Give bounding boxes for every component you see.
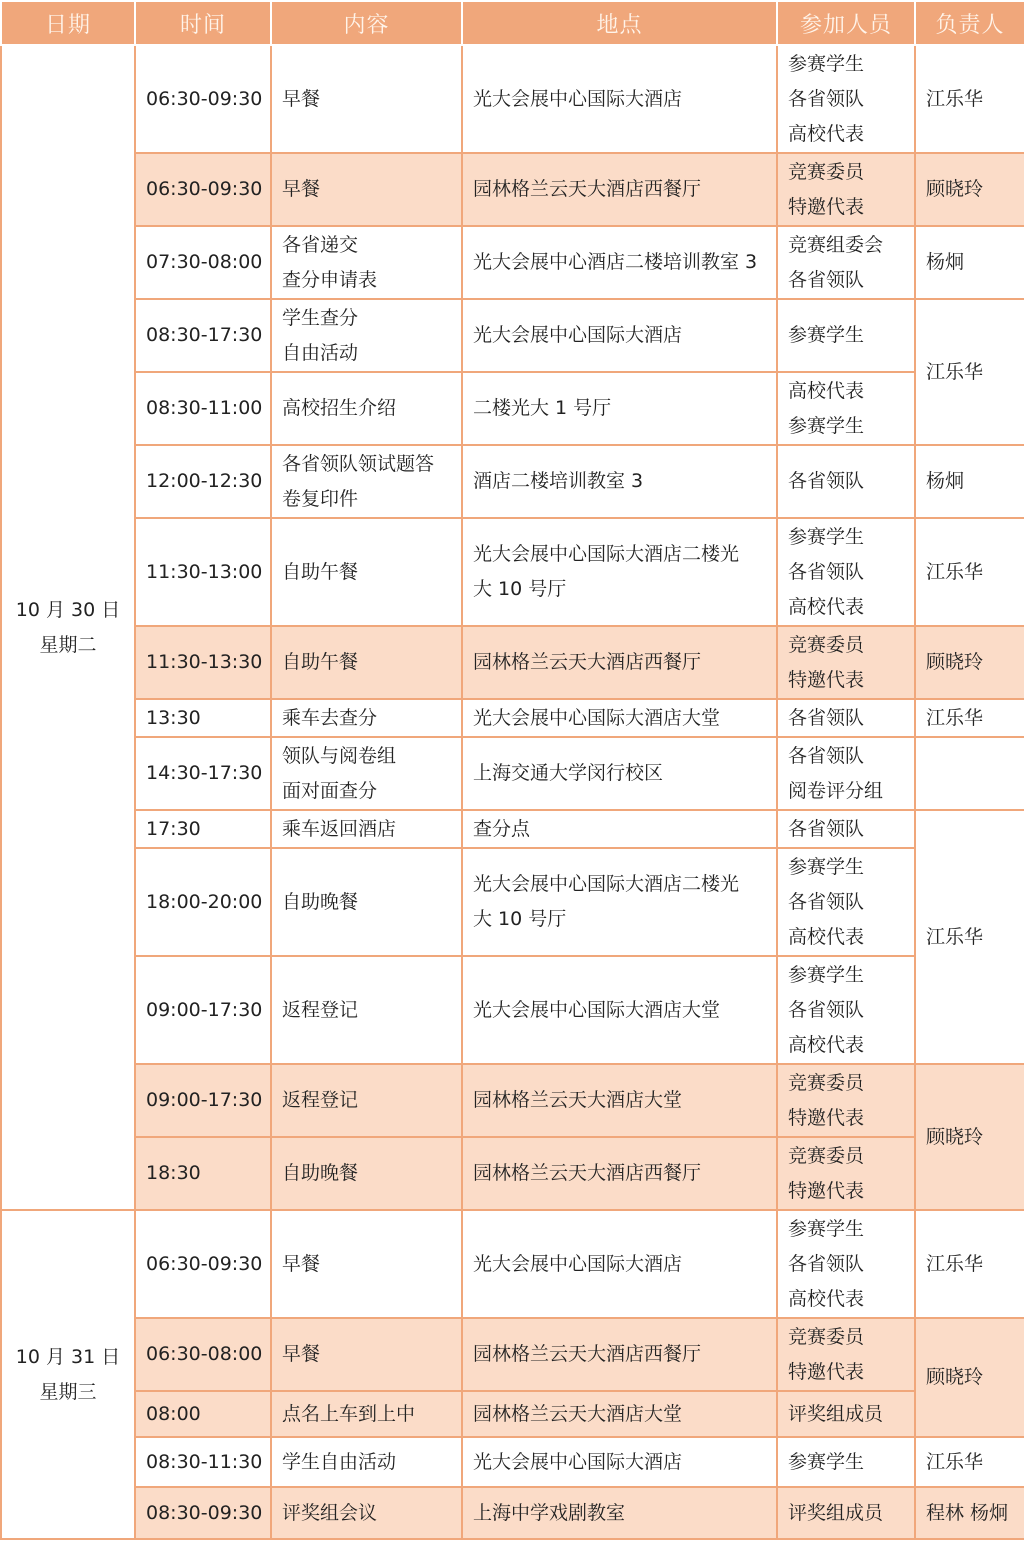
people-cell <box>777 956 915 1064</box>
header-owner: 负责人 <box>915 1 1024 45</box>
content-cell <box>271 810 462 848</box>
people-cell <box>777 1487 915 1539</box>
people-cell <box>777 737 915 810</box>
place-line: 大 10 号厅 <box>473 908 567 930</box>
place-cell <box>462 445 777 518</box>
people-cell <box>777 1137 915 1210</box>
place-cell <box>462 518 777 626</box>
place-line: 光大会展中心国际大酒店 <box>473 1252 683 1275</box>
people-cell <box>777 810 915 848</box>
header-content: 内容 <box>271 1 462 45</box>
people-line: 竞赛组委会 <box>788 233 884 256</box>
time-cell: 06:30-08:00 <box>135 1318 271 1391</box>
place-cell <box>462 1487 777 1539</box>
content-line: 早餐 <box>282 1343 321 1365</box>
place-line: 二楼光大 1 号厅 <box>473 397 612 419</box>
time-cell: 18:00-20:00 <box>135 848 271 956</box>
schedule-body <box>1 45 1024 1539</box>
table-row <box>1 1137 1024 1210</box>
place-cell <box>462 1437 777 1487</box>
date-line2: 星期三 <box>39 1380 97 1403</box>
date-cell <box>1 45 135 1210</box>
people-line: 特邀代表 <box>788 1106 865 1129</box>
people-line: 特邀代表 <box>788 668 865 691</box>
content-line: 早餐 <box>282 178 321 200</box>
people-line: 参赛学生 <box>788 1217 865 1240</box>
people-line: 参赛学生 <box>788 855 865 878</box>
content-line: 领队与阅卷组 <box>282 744 397 767</box>
time-cell: 13:30 <box>135 699 271 737</box>
time-cell: 06:30-09:30 <box>135 45 271 153</box>
table-row <box>1 45 1024 153</box>
owner-cell <box>915 737 1024 810</box>
people-cell <box>777 299 915 372</box>
people-line: 特邀代表 <box>788 1179 865 1202</box>
place-line: 园林格兰云天大酒店西餐厅 <box>473 178 702 200</box>
people-line: 各省领队 <box>788 87 865 110</box>
people-cell <box>777 1210 915 1318</box>
owner-cell: 程林 杨炯 <box>915 1487 1024 1539</box>
place-line: 酒店二楼培训教室 3 <box>473 470 644 492</box>
people-line: 评奖组成员 <box>788 1501 884 1524</box>
content-line: 学生自由活动 <box>282 1450 397 1473</box>
people-cell <box>777 153 915 226</box>
table-row <box>1 956 1024 1064</box>
people-line: 各省领队 <box>788 817 865 840</box>
time-cell: 11:30-13:30 <box>135 626 271 699</box>
owner-cell: 江乐华 <box>915 518 1024 626</box>
people-line: 高校代表 <box>788 122 865 145</box>
table-row <box>1 1437 1024 1487</box>
table-row <box>1 810 1024 848</box>
place-line: 查分点 <box>473 817 531 840</box>
place-cell <box>462 299 777 372</box>
table-row <box>1 848 1024 956</box>
content-line: 学生查分 <box>282 306 359 329</box>
content-cell <box>271 737 462 810</box>
header-row <box>1 1 1024 45</box>
table-row <box>1 372 1024 445</box>
people-line: 竞赛委员 <box>788 160 865 183</box>
place-line: 光大会展中心国际大酒店二楼光 <box>473 543 740 565</box>
people-line: 特邀代表 <box>788 1360 865 1383</box>
people-cell <box>777 372 915 445</box>
people-cell <box>777 1391 915 1437</box>
content-line: 早餐 <box>282 1252 321 1275</box>
time-cell: 09:00-17:30 <box>135 956 271 1064</box>
time-cell: 08:00 <box>135 1391 271 1437</box>
place-line: 光大会展中心国际大酒店 <box>473 1450 683 1473</box>
people-line: 评奖组成员 <box>788 1402 884 1425</box>
people-line: 各省领队 <box>788 1252 865 1275</box>
people-cell <box>777 1318 915 1391</box>
content-cell <box>271 518 462 626</box>
place-line: 上海中学戏剧教室 <box>473 1501 626 1524</box>
owner-cell: 江乐华 <box>915 1210 1024 1318</box>
people-cell <box>777 699 915 737</box>
content-line: 返程登记 <box>282 998 359 1021</box>
table-row <box>1 737 1024 810</box>
content-line: 评奖组会议 <box>282 1501 378 1524</box>
content-cell <box>271 445 462 518</box>
content-line: 卷复印件 <box>282 487 359 510</box>
place-cell <box>462 1064 777 1137</box>
place-line: 园林格兰云天大酒店大堂 <box>473 1402 683 1425</box>
header-date: 日期 <box>1 1 135 45</box>
time-cell: 07:30-08:00 <box>135 226 271 299</box>
people-cell <box>777 226 915 299</box>
place-cell <box>462 848 777 956</box>
people-cell <box>777 848 915 956</box>
place-cell <box>462 737 777 810</box>
owner-cell: 顾晓玲 <box>915 1318 1024 1437</box>
people-line: 高校代表 <box>788 379 865 402</box>
time-cell: 11:30-13:00 <box>135 518 271 626</box>
people-cell <box>777 1437 915 1487</box>
content-cell <box>271 299 462 372</box>
owner-cell: 江乐华 <box>915 699 1024 737</box>
content-line: 自助午餐 <box>282 651 359 673</box>
time-cell: 08:30-11:00 <box>135 372 271 445</box>
table-row <box>1 445 1024 518</box>
people-line: 各省领队 <box>788 560 865 583</box>
people-line: 阅卷评分组 <box>788 779 884 802</box>
table-row <box>1 1210 1024 1318</box>
content-line: 乘车返回酒店 <box>282 817 397 840</box>
people-line: 竞赛委员 <box>788 1325 865 1348</box>
owner-cell: 杨炯 <box>915 226 1024 299</box>
content-line: 各省递交 <box>282 233 359 256</box>
people-cell <box>777 1064 915 1137</box>
people-line: 各省领队 <box>788 890 865 913</box>
content-line: 自助午餐 <box>282 560 359 583</box>
content-line: 各省领队领试题答 <box>282 452 435 475</box>
place-line: 园林格兰云天大酒店西餐厅 <box>473 651 702 673</box>
content-cell <box>271 372 462 445</box>
place-line: 园林格兰云天大酒店大堂 <box>473 1089 683 1111</box>
place-cell <box>462 153 777 226</box>
people-line: 特邀代表 <box>788 195 865 218</box>
place-line: 光大会展中心国际大酒店 <box>473 324 683 346</box>
content-cell <box>271 1437 462 1487</box>
place-cell <box>462 226 777 299</box>
place-line: 园林格兰云天大酒店西餐厅 <box>473 1343 702 1365</box>
owner-cell: 顾晓玲 <box>915 626 1024 699</box>
time-cell: 06:30-09:30 <box>135 153 271 226</box>
place-cell <box>462 810 777 848</box>
content-cell <box>271 153 462 226</box>
people-cell <box>777 518 915 626</box>
header-people: 参加人员 <box>777 1 915 45</box>
time-cell: 08:30-17:30 <box>135 299 271 372</box>
table-row <box>1 226 1024 299</box>
place-cell <box>462 1318 777 1391</box>
table-row <box>1 518 1024 626</box>
content-line: 点名上车到上中 <box>282 1402 416 1425</box>
owner-cell: 杨炯 <box>915 445 1024 518</box>
people-line: 参赛学生 <box>788 324 865 346</box>
people-line: 各省领队 <box>788 744 865 767</box>
people-line: 各省领队 <box>788 998 865 1021</box>
content-cell <box>271 699 462 737</box>
place-cell <box>462 1391 777 1437</box>
content-cell <box>271 626 462 699</box>
content-cell <box>271 1064 462 1137</box>
date-line2: 星期二 <box>39 633 97 656</box>
people-line: 参赛学生 <box>788 414 865 437</box>
people-line: 各省领队 <box>788 470 865 492</box>
people-line: 竞赛委员 <box>788 1071 865 1094</box>
table-row <box>1 1391 1024 1437</box>
people-line: 竞赛委员 <box>788 1144 865 1167</box>
people-line: 高校代表 <box>788 1033 865 1056</box>
header-place: 地点 <box>462 1 777 45</box>
content-cell <box>271 1318 462 1391</box>
owner-cell: 江乐华 <box>915 810 1024 1064</box>
place-cell <box>462 699 777 737</box>
time-cell: 14:30-17:30 <box>135 737 271 810</box>
place-cell <box>462 372 777 445</box>
header-time: 时间 <box>135 1 271 45</box>
content-line: 乘车去查分 <box>282 706 378 729</box>
content-line: 面对面查分 <box>282 779 378 802</box>
content-line: 查分申请表 <box>282 268 378 291</box>
people-cell <box>777 445 915 518</box>
place-cell <box>462 1210 777 1318</box>
people-line: 高校代表 <box>788 595 865 618</box>
content-cell <box>271 1137 462 1210</box>
content-line: 早餐 <box>282 87 321 110</box>
place-line: 光大会展中心国际大酒店大堂 <box>473 998 721 1021</box>
place-line: 光大会展中心国际大酒店大堂 <box>473 706 721 729</box>
place-line: 大 10 号厅 <box>473 578 567 600</box>
table-row <box>1 1487 1024 1539</box>
date-line1: 10 月 30 日 <box>15 598 121 621</box>
people-line: 各省领队 <box>788 268 865 291</box>
place-line: 光大会展中心国际大酒店 <box>473 87 683 110</box>
people-cell <box>777 626 915 699</box>
people-line: 参赛学生 <box>788 52 865 75</box>
table-row <box>1 626 1024 699</box>
content-cell <box>271 226 462 299</box>
time-cell: 18:30 <box>135 1137 271 1210</box>
content-line: 自助晚餐 <box>282 890 359 913</box>
place-cell <box>462 1137 777 1210</box>
people-line: 各省领队 <box>788 706 865 729</box>
place-cell <box>462 45 777 153</box>
place-cell <box>462 626 777 699</box>
table-row <box>1 699 1024 737</box>
people-line: 参赛学生 <box>788 525 865 548</box>
content-line: 返程登记 <box>282 1089 359 1111</box>
place-line: 光大会展中心酒店二楼培训教室 3 <box>473 251 758 273</box>
owner-cell: 顾晓玲 <box>915 153 1024 226</box>
content-line: 自由活动 <box>282 341 359 364</box>
time-cell: 12:00-12:30 <box>135 445 271 518</box>
time-cell: 17:30 <box>135 810 271 848</box>
content-cell <box>271 1210 462 1318</box>
time-cell: 06:30-09:30 <box>135 1210 271 1318</box>
content-cell <box>271 1391 462 1437</box>
content-line: 高校招生介绍 <box>282 397 397 419</box>
place-cell <box>462 956 777 1064</box>
content-cell <box>271 45 462 153</box>
table-row <box>1 1064 1024 1137</box>
time-cell: 09:00-17:30 <box>135 1064 271 1137</box>
content-cell <box>271 848 462 956</box>
content-cell <box>271 956 462 1064</box>
people-cell <box>777 45 915 153</box>
table-row <box>1 299 1024 372</box>
people-line: 高校代表 <box>788 925 865 948</box>
owner-cell: 江乐华 <box>915 45 1024 153</box>
owner-cell: 江乐华 <box>915 1437 1024 1487</box>
place-line: 园林格兰云天大酒店西餐厅 <box>473 1162 702 1184</box>
content-cell <box>271 1487 462 1539</box>
people-line: 竞赛委员 <box>788 633 865 656</box>
place-line: 上海交通大学闵行校区 <box>473 762 664 784</box>
time-cell: 08:30-11:30 <box>135 1437 271 1487</box>
people-line: 高校代表 <box>788 1287 865 1310</box>
time-cell: 08:30-09:30 <box>135 1487 271 1539</box>
owner-cell: 顾晓玲 <box>915 1064 1024 1210</box>
people-line: 参赛学生 <box>788 963 865 986</box>
date-cell <box>1 1210 135 1539</box>
owner-cell: 江乐华 <box>915 299 1024 445</box>
table-row <box>1 1318 1024 1391</box>
content-line: 自助晚餐 <box>282 1162 359 1184</box>
place-line: 光大会展中心国际大酒店二楼光 <box>473 873 740 895</box>
date-line1: 10 月 31 日 <box>15 1345 121 1368</box>
people-line: 参赛学生 <box>788 1450 865 1473</box>
table-row <box>1 153 1024 226</box>
